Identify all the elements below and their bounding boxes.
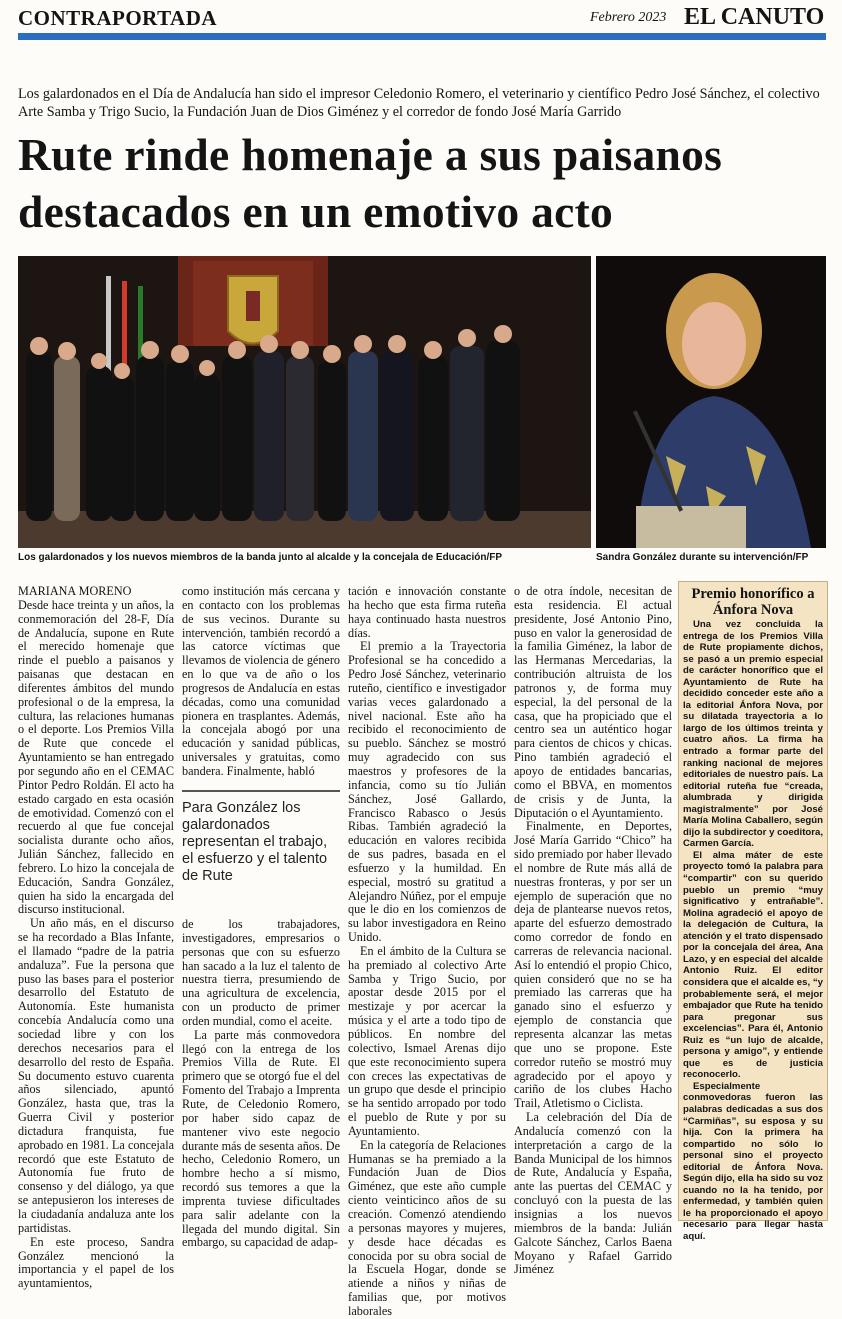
article-paragraph: La parte más conmovedora llegó con la entrega de los Premios Villa de Rute. El primero que se otorgó fue el del Fomento del Trabajo a Imprenta Rute, de Celedonio Romero, por haber sido capaz de mantener vivo este negocio durante más de sesenta años. De hecho, Celedonio Romero, un hombre hecho a sí mismo, recordó sus temores a que la imprenta tuviese dificultades para salir adelante con la llegada del mundo digital. Sin embargo, su capacidad de adap- [182,1027,340,1250]
article-paragraph: En el ámbito de la Cultura se ha premiado al colectivo Arte Samba y Trigo Sucio, por apostar desde 2015 por el mestizaje y por acercar la música y el arte a todo tipo de públicos. En nombre del colectivo, Ismael Arenas dijo que este reconocimiento supera con creces las expectativas de un grupo que desde el principio se ha sentido arropado por todo el pueblo de Rute y por su Ayuntamiento. [348,943,506,1138]
article-paragraph: En la categoría de Relaciones Humanas se ha premiado a la Fundación Juan de Dios Giménez, que este año cumple ciento veinticinco años de su creación. Comenzó atendiendo a personas mayores y mujeres, y desde hace décadas es conocida por su obra social de la Escuela Hogar, donde se atiende a niños y niñas de familias que, por motivos laborales [348,1137,506,1318]
article-paragraph: En este proceso, Sandra González mencionó la importancia y el papel de los ayuntamientos, [18,1234,174,1291]
article-paragraph: El premio a la Trayectoria Profesional se ha concedido a Pedro José Sánchez, veterinario ruteño, científico e investigador varias veces galardonado a nivel nacional. Este año ha recibido el reconocimiento de su pueblo. Sánchez se mostró muy agradecido con sus maestros y profesores de la infancia, como su tío Julián Sánchez, José Gallardo, Francisco Rabasco o Jesús Ribas. También agradeció la educación en valores recibida de sus padres, basada en el esfuerzo y la humildad. En especial, mostró su gratitud a Alejandro Núñez, por el empuje que le dio en los comienzos de su labor investigadora en Reino Unido. [348,639,506,945]
sidebar-paragraph: Una vez concluida la entrega de los Premios Villa de Rute propiamente dichos, se pasó a un premio especial de carácter honorífico que el Ayuntamiento de Rute ha decidido conceder este año a la editorial Ánfora Nova, por su dilatada trayectoria a lo largo de los últimos treinta y cuatro años. La firma ha entrado a formar parte del ranking nacional de mejores editoriales de nuestro país. La editorial ruteña fue “creada, alumbrada y dirigida magistralmente” por José María Molina Caballero, según dijo la subdirector y coeditora, Carmen García. [683,619,823,850]
article-paragraph: Un año más, en el discurso se ha recordado a Blas Infante, el llamado “padre de la patria andaluza”. Fue la persona que puso las bases para el posterior desarrollo del Estatuto de Autonomía. Este humanista concebía Andalucía como una sociedad libre y con los derechos necesarios para el desarrollo del resto de España. Su documento estuvo cuarenta años silenciado, apuntó González, hasta que, tras la Guerra Civil y posterior dictadura franquista, fue aprobado en 1981. La concejala recordó que este Estatuto de Autonomía fue fruto de consenso y del diálogo, ya que se antepusieron los intereses de la ciudadanía andaluza ante los partidistas. [18,916,174,1235]
article-column-2-bottom [182,918,340,1250]
pull-quote: Para González los galardonados representan el trabajo, el esfuerzo y el talento de Rute [182,790,340,885]
section-label: CONTRAPORTADA [18,6,218,30]
sidebar-title [679,586,827,618]
byline: MARIANA MORENO [18,584,132,598]
article-paragraph: como institución más cercana y en contacto con los problemas de sus vecinos. Durante su intervención, también recordó a las catorce víctimas que llevamos de violencia de género en lo que va de año o los progresos de Andalucía en estas décadas, como una comunidad pionera en trasplantes. Además, la concejala abogó por una educación y sanidad públicas, universales y gratuitas, como bandera. Finalmente, habló [182,584,340,778]
article-column-3 [348,585,506,1319]
article-column-1 [18,585,174,1291]
sidebar-title-line: Premio honorífico a [691,586,815,602]
speaker-photo-caption: Sandra González durante su intervención/FP [596,552,809,563]
sidebar-body [683,619,823,1243]
article-paragraph: Finalmente, en Deportes, José María Garrido “Chico” ha sido premiado por haber llevado el nombre de Rute más allá de nuestras fronteras, y por ser un ejemplo de superación que no deja de plantearse nuevos retos, aparte del esfuerzo demostrado como corredor de fondo en carreras de relevancia nacional. Así lo entendió el propio Chico, quien consideró que no se ha premiado las carreras que ha ganado sino el esfuerzo y ejemplo de constancia que representa alcanzar las metas que uno se propone. Este corredor ruteño se mostró muy agradecido por el apoyo y cariño de los clubes Hacho Trail, Atletismo o Ciclista. [514,819,672,1111]
article-subhead: Los galardonados en el Día de Andalucía han sido el impresor Celedonio Romero, el veterinario y científico Pedro José Sánchez, el colectivo Arte Samba y Trigo Sucio, la Fundación Juan de Dios Giménez y el corredor de fondo José María Garrido [18,86,820,120]
article-headline: Rute rinde homenaje a sus paisanos destacados en un emotivo acto [18,129,723,237]
speaker-photo-illustration [596,256,826,548]
article-paragraph: La celebración del Día de Andalucía comenzó con la interpretación a cargo de la Banda Municipal de los himnos de Rute, Andalucía y España, ante las puertas del CEMAC y concluyó con la puesta de las insignias a los nuevos miembros de la banda: Julián Galcote Sánchez, Carlos Baena Moyano y Rafael Garrido Jiménez [514,1110,672,1277]
header-rule [18,33,826,40]
article-paragraph: tación e innovación constante ha hecho que esta firma ruteña haya continuado hasta nuestros días. [348,584,506,640]
speaker-photo [596,256,826,548]
sidebar-title-line: Ánfora Nova [712,602,794,618]
article-paragraph: Desde hace treinta y un años, la conmemoración del 28-F, Día de Andalucía, supone en Rute el merecido homenaje que rinde el pueblo a paisanos y paisanas que destacan en diferentes ámbitos del mundo profesional o de la empresa, la cultura, las relaciones humanas o el deporte. Los Premios Villa de Rute que concede el Ayuntamiento se han entregado por segundo año en el CEMAC Pintor Pedro Roldán. El acto ha estado cargado en esta ocasión de emotividad. Comenzó con el recuerdo al que fue concejal socialista durante ocho años, Julián Sánchez, fallecido en febrero. Lo hizo la concejala de Educación, Sandra González, quien ha sido la encargada del discurso institucional. [18,597,174,917]
article-paragraph: de los trabajadores, investigadores, empresarios o personas que con su esfuerzo han sacado a la luz el talento de nuestra tierra, presumiendo de una agricultura de excelencia, con un producto de primer orden mundial, como el aceite. [182,917,340,1028]
group-photo-illustration [18,256,591,548]
sidebar-box [678,581,828,1242]
masthead: EL CANUTO [684,4,825,30]
issue-date: Febrero 2023 [590,10,667,25]
sidebar-paragraph: Especialmente conmovedoras fueron las palabras dedicadas a sus dos “Carmiñas”, su esposa y su hija. Con la primera ha compartido no sólo lo personal sino el proyecto editorial de Ánfora Nova. Según dijo, ella ha sido su voz cuando no la ha tenido, por enfermedad, y también quien le ha proporcionado el apoyo necesario para llegar hasta aquí. [683,1080,823,1242]
article-paragraph: o de otra índole, necesitan de esta residencia. El actual presidente, José Antonio Pino, puso en valor la generosidad de la familia Giménez, la labor de las Hermanas Mercedarias, la contribución altruista de los patronos y, de forma muy especial, la del personal de la casa, que ha propiciado que el centro sea un auténtico hogar para cientos de chicos y chicas. Pino también agradeció el apoyo de entidades bancarias, como el BBVA, en momentos de crisis y de Junta, la Diputación o el Ayuntamiento. [514,584,672,820]
article-column-4 [514,585,672,1277]
group-photo [18,256,591,548]
article-column-2-top [182,585,340,779]
group-photo-caption: Los galardonados y los nuevos miembros de la banda junto al alcalde y la concejala de Educación/FP [18,552,503,563]
sidebar-paragraph: El alma máter de este proyecto tomó la palabra para “compartir” con su querido pueblo un premio “muy significativo y entrañable”. Molina agradeció el apoyo de la delegación de Cultura, la atención y el trato dispensado por la concejala del área, Ana Lazo, y en especial del alcalde Antonio Ruiz. El editor considera que el alcalde es, “y probablemente será, el mejor embajador que Rute ha tenido para pregonar sus excelencias”. Para él, Antonio Ruiz es “un lujo de alcalde, persona y amigo”, y entiende que es de justicia reconocerlo. [683,849,823,1081]
